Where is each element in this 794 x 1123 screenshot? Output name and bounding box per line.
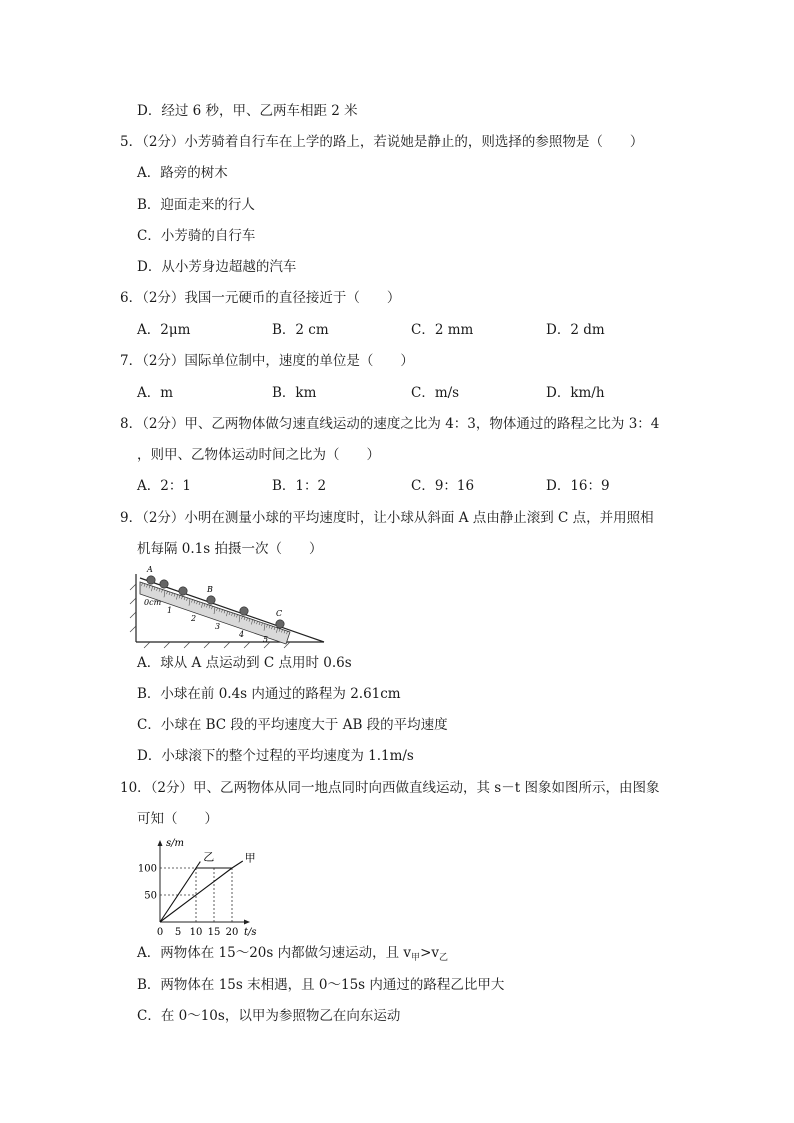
wall-hatch — [130, 584, 136, 632]
q9-option-b: B．小球在前 0.4s 内通过的路程为 2.61cm — [137, 686, 401, 702]
ruler-zero-label: 0cm — [144, 598, 162, 607]
q5-option-d: D．从小芳身边超越的汽车 — [137, 259, 297, 275]
q9-stem-line2: 机每隔 0.1s 拍摄一次（ ） — [137, 541, 323, 557]
q10-option-a-compare: >v — [420, 945, 440, 961]
ground-hatch — [144, 642, 290, 648]
q4-option-d: D．经过 6 秒，甲、乙两车相距 2 米 — [137, 103, 358, 119]
series-line-yi-extension — [196, 862, 200, 868]
q10-option-b: B．两物体在 15s 末相遇，且 0～15s 内通过的路程乙比甲大 — [137, 977, 505, 993]
q9-option-c: C．小球在 BC 段的平均速度大于 AB 段的平均速度 — [137, 717, 448, 733]
x-axis-label: t/s — [244, 927, 257, 938]
q7-option-d: D．km/h — [546, 385, 605, 401]
point-b-label: B — [207, 585, 213, 594]
q7-option-a: A．m — [137, 385, 174, 401]
q6-option-a: A．2μm — [137, 322, 191, 338]
q7-option-b: B．km — [272, 385, 317, 401]
q10-stem-line1: 10．（2分）甲、乙两物体从同一地点同时向西做直线运动，其 s－t 图象如图所示，由图象 — [120, 780, 660, 796]
y-tick-label: 50 — [144, 890, 157, 902]
q8-option-a: A．2：1 — [137, 478, 191, 494]
q5-option-b: B．迎面走来的行人 — [137, 197, 255, 213]
s-t-chart — [137, 836, 260, 940]
q5-option-a: A．路旁的树木 — [137, 165, 228, 181]
q8-stem-line2: ，则甲、乙物体运动时间之比为（ ） — [137, 447, 380, 463]
point-a-label: A — [147, 565, 153, 574]
q9-option-d: D．小球滚下的整个过程的平均速度为 1.1m/s — [137, 748, 414, 764]
q8-option-d: D．16：9 — [546, 478, 610, 494]
ball-position-2 — [160, 580, 168, 588]
q9-stem-line1: 9．（2分）小明在测量小球的平均速度时，让小球从斜面 A 点由静止滚到 C 点，并用照相 — [120, 510, 654, 526]
q6-option-b: B．2 cm — [272, 322, 329, 338]
x-tick-label: 0 — [156, 927, 164, 938]
q8-stem-line1: 8．（2分）甲、乙两物体做匀速直线运动的速度之比为 4：3，物体通过的路程之比为 3：4 — [120, 416, 660, 432]
x-tick-label: 10 — [189, 927, 203, 938]
q8-option-b: B．1：2 — [272, 478, 327, 494]
y-axis-arrow — [158, 840, 163, 846]
q10-option-c: C．在 0～10s，以甲为参照物乙在向东运动 — [137, 1008, 401, 1024]
ball-position-1 — [147, 576, 155, 584]
ball-position-4 — [207, 596, 215, 604]
q6-stem: 6．（2分）我国一元硬币的直径接近于（ ） — [120, 290, 401, 306]
q10-option-a-sub-yi: 乙 — [439, 953, 449, 963]
q9-option-a: A．球从 A 点运动到 C 点用时 0.6s — [137, 655, 352, 671]
series-label-jia: 甲 — [244, 851, 256, 865]
ball-position-3 — [179, 587, 187, 595]
ruler-tick-label-4: 4 — [239, 630, 245, 639]
q10-stem-line2: 可知（ ） — [137, 811, 218, 827]
q7-option-c: C．m/s — [411, 385, 460, 401]
q5-stem: 5．（2分）小芳骑着自行车在上学的路上，若说她是静止的，则选择的参照物是（ ） — [120, 134, 644, 150]
q6-option-d: D．2 dm — [546, 322, 605, 338]
point-c-label: C — [276, 609, 283, 618]
y-axis-label: s/m — [166, 838, 184, 849]
q10-option-a-sub-jia: 甲 — [411, 953, 421, 963]
q10-option-a-text: A．两物体在 15～20s 内都做匀速运动，且 v — [137, 945, 412, 961]
ruler-tick-label-5: 5 — [263, 635, 269, 644]
x-tick-label: 15 — [207, 927, 221, 938]
q10-option-a — [137, 944, 448, 964]
ball-position-6 — [276, 620, 284, 628]
q8-option-c: C．9：16 — [411, 478, 475, 494]
ruler-tick-label-2: 2 — [191, 614, 197, 623]
series-label-yi: 乙 — [203, 850, 215, 864]
q6-option-c: C．2 mm — [411, 322, 474, 338]
q7-stem: 7．（2分）国际单位制中，速度的单位是（ ） — [120, 353, 414, 369]
x-tick-label: 5 — [174, 927, 182, 938]
incline-ruler-figure — [130, 562, 330, 648]
ruler-tick-label-1: 1 — [167, 606, 173, 615]
ruler-tick-label-3: 3 — [215, 622, 221, 631]
ball-position-5 — [240, 607, 248, 615]
series-line-jia-extension — [232, 861, 243, 868]
y-tick-label: 100 — [137, 863, 157, 875]
x-axis-arrow — [244, 920, 250, 925]
x-tick-label: 20 — [225, 927, 239, 938]
q5-option-c: C．小芳骑的自行车 — [137, 228, 256, 244]
